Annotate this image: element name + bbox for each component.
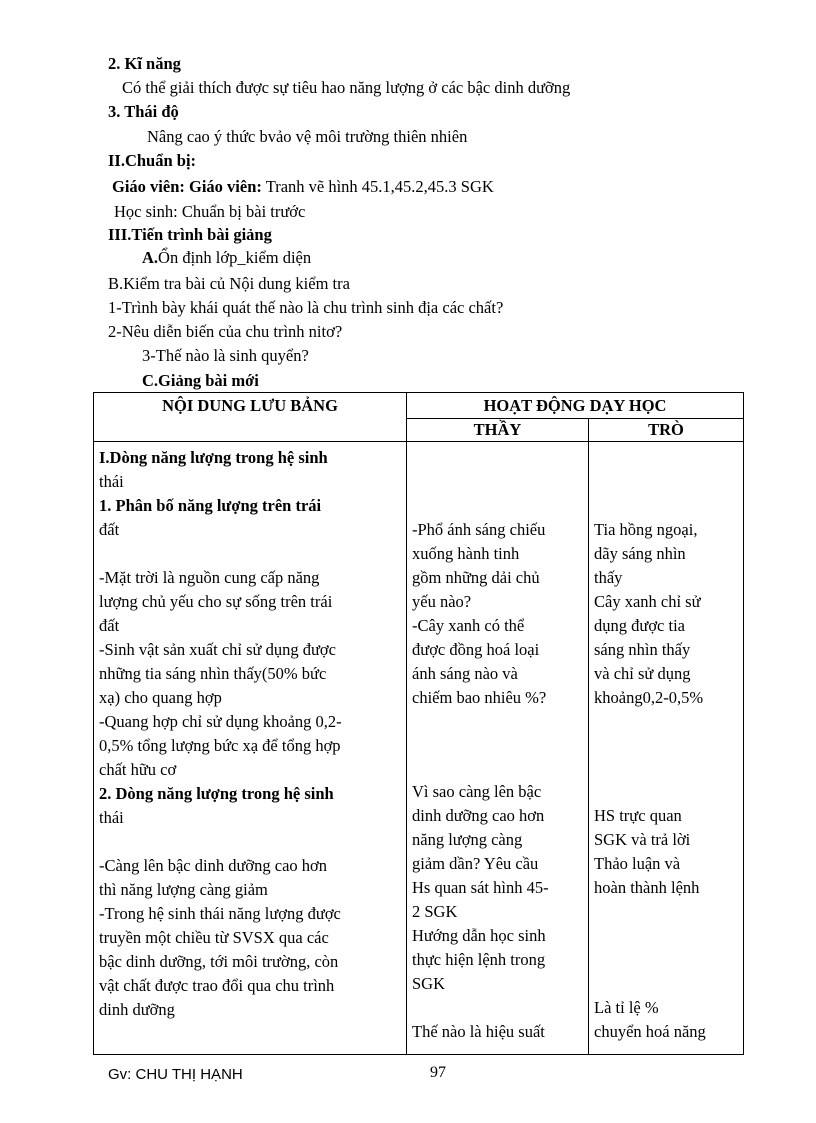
content-line: xạ) cho quang hợp [99, 688, 222, 707]
content-line: chất hữu cơ [99, 760, 177, 779]
content-line: lượng chủ yếu cho sự sống trên trái [99, 592, 333, 611]
question-3: 3-Thế nào là sinh quyển? [142, 346, 309, 365]
student-line: thấy [594, 568, 623, 587]
content-line: dinh dưỡng [99, 1000, 175, 1019]
teacher-line: dinh dưỡng cao hơn [412, 806, 545, 825]
teacher-line: -Cây xanh có thể [412, 616, 525, 635]
step-a [142, 247, 311, 269]
student-line: khoảng0,2-0,5% [594, 688, 704, 707]
teacher-line: Hs quan sát hình 45- [412, 878, 549, 897]
student-line: chuyển hoá năng [594, 1022, 706, 1041]
content-line: I.Dòng năng lượng trong hệ sinh [99, 448, 328, 467]
step-b: B.Kiểm tra bài củ Nội dung kiểm tra [108, 274, 350, 293]
teacher-line: 2 SGK [412, 902, 458, 921]
content-line: 1. Phân bố năng lượng trên trái [99, 496, 322, 515]
content-line: -Càng lên bậc dinh dưỡng cao hơn [99, 856, 328, 875]
content-line: đất [99, 616, 120, 635]
teacher-line: xuống hành tinh [412, 544, 520, 563]
step-a-text: Ổn định lớp_kiểm diện [158, 248, 312, 267]
teacher-line: Thế nào là hiệu suất [412, 1022, 545, 1041]
attitude-text: Nâng cao ý thức bvảo vệ môi trường thiên nhiên [147, 127, 468, 146]
teacher-line: năng lượng càng [412, 830, 523, 849]
teacher-line: được đồng hoá loại [412, 640, 540, 659]
step-a-label: A. [142, 248, 159, 267]
process-heading: III.Tiến trình bài giảng [108, 225, 272, 244]
teacher-line: ánh sáng nào và [412, 664, 518, 683]
content-line: thái [99, 808, 124, 827]
skills-text: Có thể giải thích được sự tiêu hao năng lượng ở các bậc dinh dưỡng [122, 78, 571, 97]
teacher-text: Tranh vẽ hình 45.1,45.2,45.3 SGK [261, 177, 494, 196]
student-line: HS trực quan [594, 806, 682, 825]
student-column [589, 442, 744, 1055]
header-activity: HOẠT ĐỘNG DẠY HỌC [407, 393, 744, 419]
lesson-table [93, 392, 744, 1055]
content-line: đất [99, 520, 120, 539]
student-line: Cây xanh chỉ sử [594, 592, 701, 611]
content-line: vật chất được trao đổi qua chu trình [99, 976, 335, 995]
content-line: thì năng lượng càng giảm [99, 880, 268, 899]
attitude-heading: 3. Thái độ [108, 102, 179, 121]
teacher-label: Giáo viên: Giáo viên: [112, 177, 262, 196]
teacher-line: thực hiện lệnh trong [412, 950, 546, 969]
teacher-line: SGK [412, 974, 446, 993]
student-line: Là tỉ lệ % [594, 998, 659, 1017]
footer-teacher-name: Gv: CHU THỊ HẠNH [108, 1066, 243, 1083]
header-content: NỘI DUNG LƯU BẢNG [94, 393, 407, 442]
content-line: -Trong hệ sinh thái năng lượng được [99, 904, 341, 923]
student-line: dụng được tia [594, 616, 685, 635]
content-line: những tia sáng nhìn thấy(50% bức [99, 664, 327, 683]
content-line: -Sinh vật sản xuất chỉ sử dụng được [99, 640, 336, 659]
teacher-line: Vì sao càng lên bậc [412, 782, 542, 801]
teacher-prep [112, 176, 494, 198]
prep-heading: II.Chuẩn bị: [108, 151, 197, 170]
header-student: TRÒ [589, 419, 744, 442]
content-line: thái [99, 472, 124, 491]
teacher-line: chiếm bao nhiêu %? [412, 688, 547, 707]
content-column [94, 442, 407, 1055]
step-c: C.Giảng bài mới [142, 371, 259, 390]
student-line: hoàn thành lệnh [594, 878, 700, 897]
student-line: Thảo luận và [594, 854, 681, 873]
content-line: truyền một chiều từ SVSX qua các [99, 928, 329, 947]
teacher-line: gồm những dải chủ [412, 568, 540, 587]
question-2: 2-Nêu diễn biến của chu trình nitơ? [108, 322, 343, 341]
teacher-line: Hướng dẫn học sinh [412, 926, 546, 945]
student-line: và chỉ sử dụng [594, 664, 691, 683]
content-line: -Mặt trời là nguồn cung cấp năng [99, 568, 320, 587]
teacher-line: yếu nào? [412, 592, 472, 611]
header-teacher: THẦY [407, 419, 589, 442]
teacher-line: -Phổ ánh sáng chiếu [412, 520, 546, 539]
teacher-column [407, 442, 589, 1055]
content-line: 2. Dòng năng lượng trong hệ sinh [99, 784, 334, 803]
content-line: -Quang hợp chỉ sử dụng khoảng 0,2- [99, 712, 342, 731]
student-line: Tia hồng ngoại, [594, 520, 698, 539]
teacher-line: giảm dần? Yêu cầu [412, 854, 539, 873]
question-1: 1-Trình bày khái quát thế nào là chu trình sinh địa các chất? [108, 298, 504, 317]
student-line: SGK và trả lời [594, 830, 691, 849]
student-line: dãy sáng nhìn [594, 544, 686, 563]
student-line: sáng nhìn thấy [594, 640, 691, 659]
content-line: bậc dinh dưỡng, tới môi trường, còn [99, 952, 339, 971]
student-prep: Học sinh: Chuẩn bị bài trước [114, 202, 306, 221]
page-number: 97 [430, 1064, 446, 1081]
content-line: 0,5% tổng lượng bức xạ để tổng hợp [99, 736, 341, 755]
skills-heading: 2. Kĩ năng [108, 54, 181, 73]
